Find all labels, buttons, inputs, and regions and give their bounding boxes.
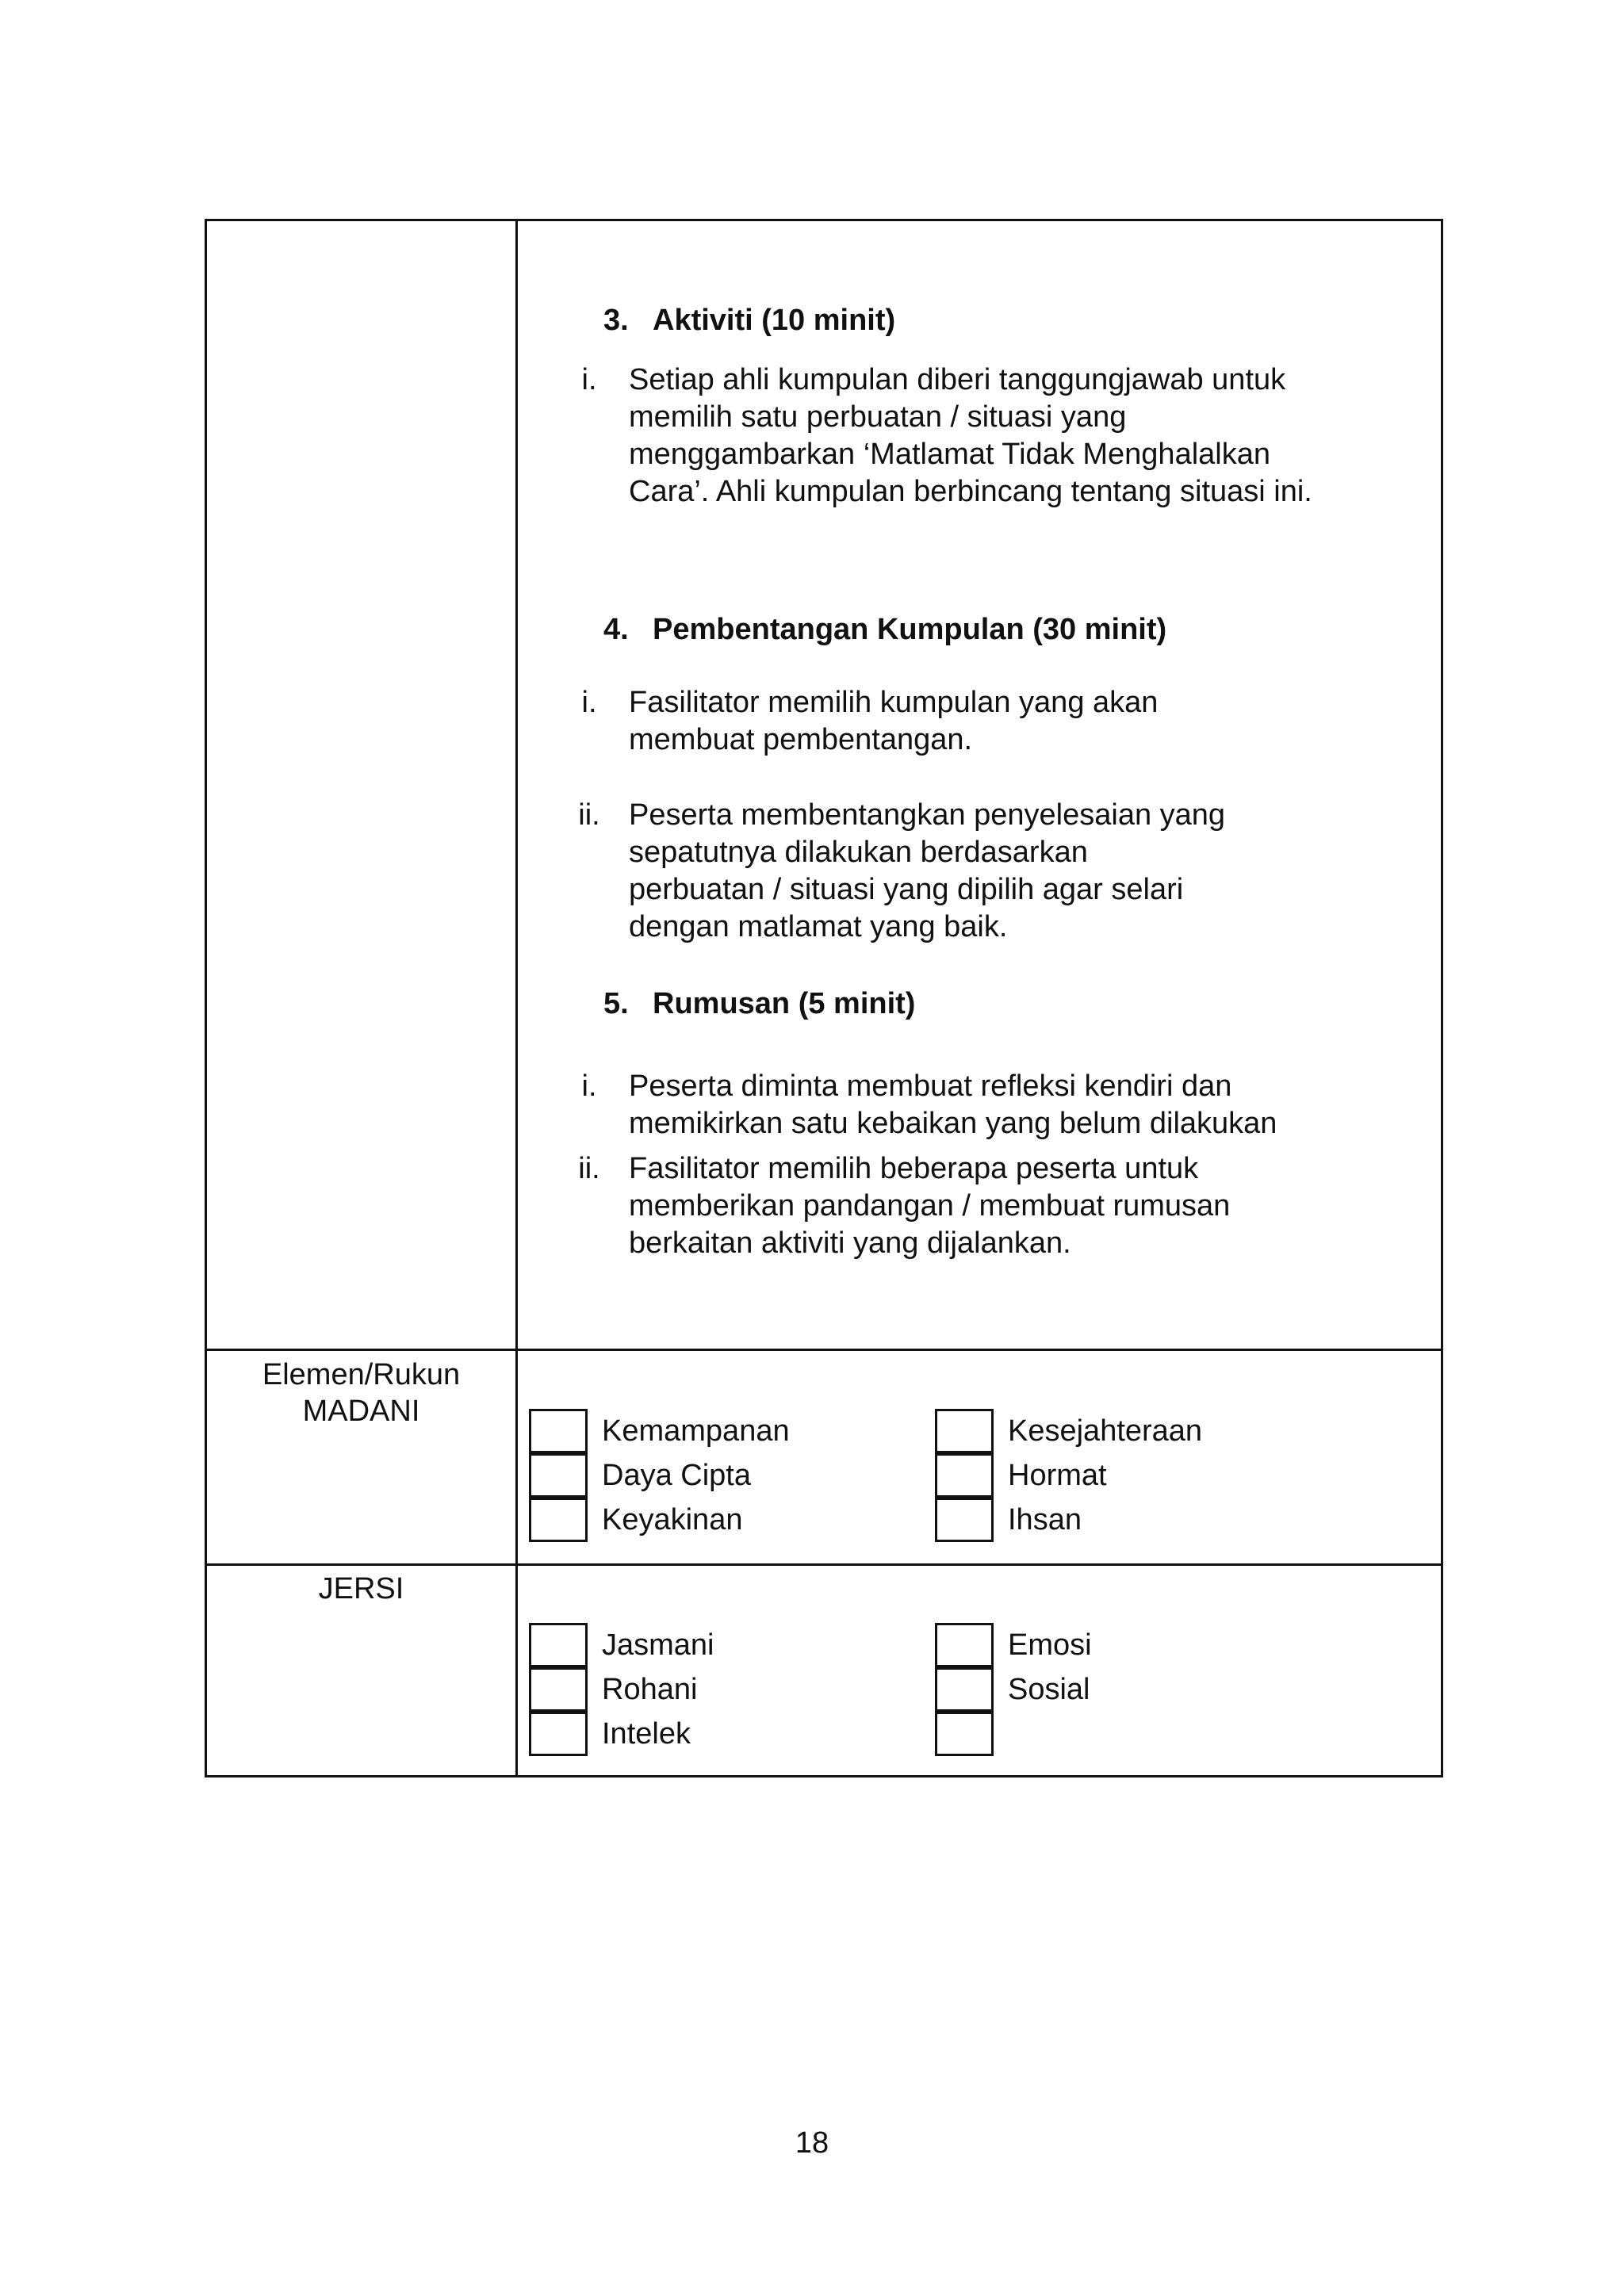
step-text: Setiap ahli kumpulan diberi tanggungjawab untuk memilih satu perbuatan / situasi yang menggambarkan ‘Matlamat Tidak Menghalalkan Cara’. Ahli kumpulan berbincang tentang situasi ini. [629, 363, 1312, 508]
section-number: 3. [603, 304, 629, 337]
step-numeral: ii. [578, 1152, 600, 1185]
checkbox-label: Daya Cipta [602, 1459, 751, 1492]
checkbox-label: Hormat [1008, 1459, 1107, 1492]
column-divider [515, 221, 518, 1775]
section-title: Rumusan (5 minit) [653, 987, 916, 1020]
step-numeral: i. [581, 1070, 597, 1103]
page-number: 18 [795, 2126, 829, 2160]
checkbox-label: Keyakinan [602, 1503, 743, 1536]
activity-table [205, 219, 1443, 1777]
checkbox-square[interactable] [935, 1712, 994, 1756]
step-text: Fasilitator memilih beberapa peserta untuk memberikan pandangan / membuat rumusan berkaitan aktiviti yang dijalankan. [629, 1152, 1231, 1260]
step-numeral: i. [581, 363, 597, 396]
section-heading-pembentangan [603, 611, 1166, 648]
checkbox-square[interactable] [529, 1453, 588, 1498]
checkbox-label: Sosial [1008, 1673, 1090, 1706]
checkbox-label: Ihsan [1008, 1503, 1082, 1536]
step-text: Peserta diminta membuat refleksi kendiri dan memikirkan satu kebaikan yang belum dilakukan [629, 1070, 1277, 1140]
checkbox-square[interactable] [935, 1623, 994, 1667]
step-text: Peserta membentangkan penyelesaian yang sepatutnya dilakukan berdasarkan perbuatan / situasi yang dipilih agar selari dengan matlamat yang baik. [629, 798, 1226, 943]
madani-row-label: Elemen/Rukun MADANI [262, 1358, 461, 1428]
section-number: 5. [603, 987, 629, 1020]
section-heading-rumusan [603, 985, 915, 1022]
row-divider [207, 1349, 1441, 1351]
checkbox-square[interactable] [935, 1667, 994, 1712]
step-numeral: i. [581, 686, 597, 719]
checkbox-label: Kemampanan [602, 1414, 790, 1448]
jersi-row-label: JERSI [318, 1572, 404, 1605]
checkbox-square[interactable] [935, 1409, 994, 1453]
checkbox-square[interactable] [935, 1498, 994, 1542]
checkbox-label: Intelek [602, 1717, 691, 1751]
section-number: 4. [603, 613, 629, 646]
checkbox-square[interactable] [529, 1623, 588, 1667]
checkbox-square[interactable] [935, 1453, 994, 1498]
checkbox-label: Jasmani [602, 1628, 714, 1662]
checkbox-square[interactable] [529, 1409, 588, 1453]
row-divider [207, 1563, 1441, 1566]
checkbox-square[interactable] [529, 1667, 588, 1712]
section-title: Aktiviti (10 minit) [653, 304, 896, 337]
section-heading-aktiviti [603, 302, 895, 339]
checkbox-label: Kesejahteraan [1008, 1414, 1203, 1448]
checkbox-label: Rohani [602, 1673, 698, 1706]
checkbox-square[interactable] [529, 1712, 588, 1756]
checkbox-square[interactable] [529, 1498, 588, 1542]
section-title: Pembentangan Kumpulan (30 minit) [653, 613, 1167, 646]
checkbox-label: Emosi [1008, 1628, 1092, 1662]
step-text: Fasilitator memilih kumpulan yang akan membuat pembentangan. [629, 686, 1159, 756]
step-numeral: ii. [578, 798, 600, 832]
